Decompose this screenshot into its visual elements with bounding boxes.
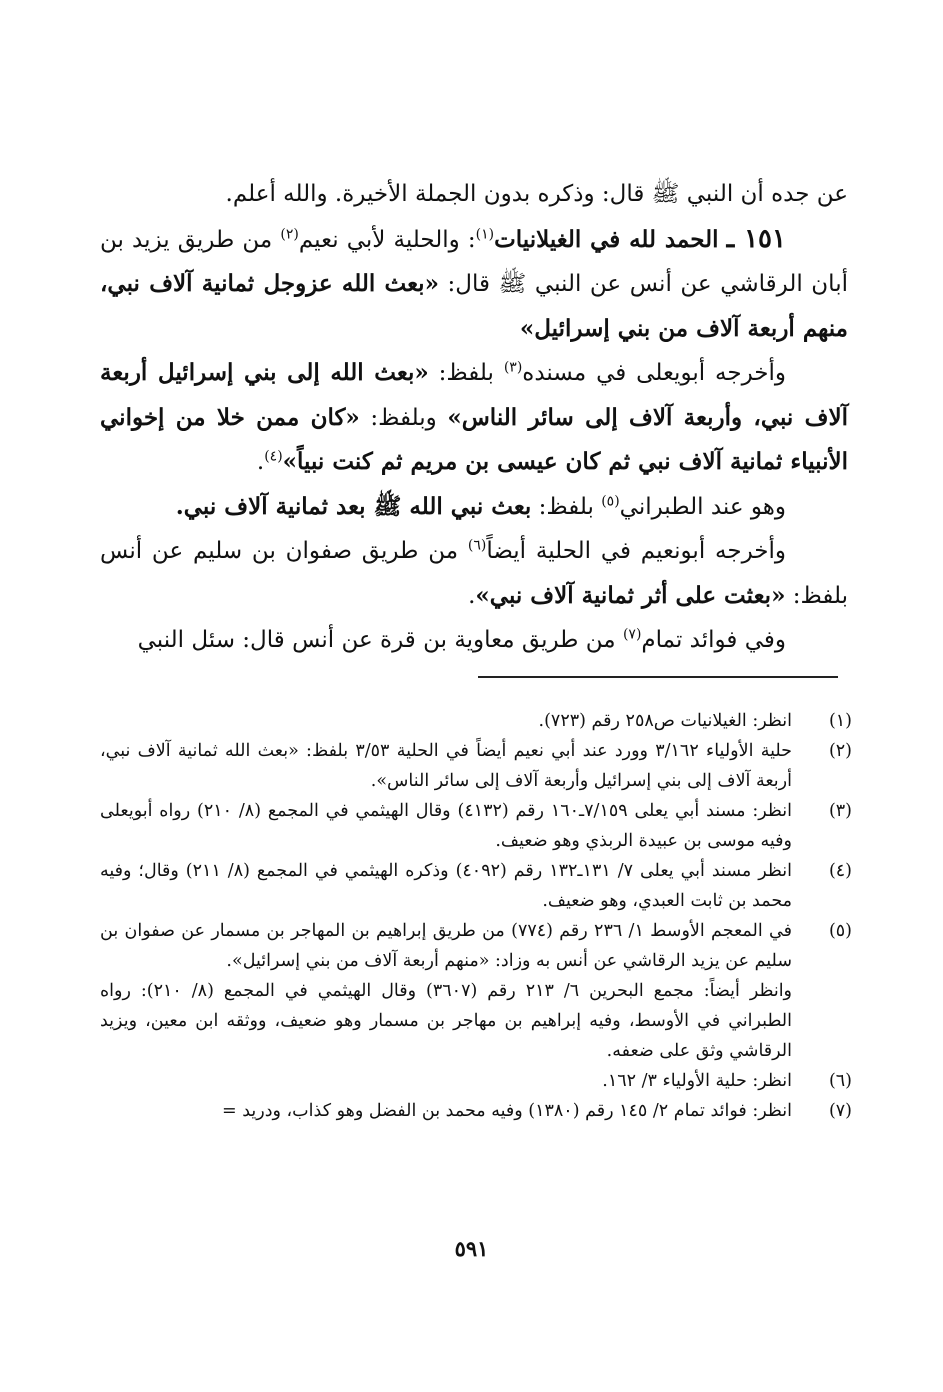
footnote-ref-1[interactable]: (١) [475,225,495,242]
footnote-ref-7[interactable]: (٧) [622,626,642,643]
footnote-7 [100,1096,852,1126]
hadith-number: ١٥١ ـ [726,223,786,254]
footnotes [100,706,852,1126]
footnote-number: (٢) [828,741,852,761]
paragraph-abu-yala-text-3: وبلفظ: [359,404,448,431]
hadith-quote-5: «بعثت على أثر ثمانية آلاف نبي» [475,581,786,609]
footnote-separator [478,676,838,678]
footnote-text: انظر مسند أبي يعلى ٧/ ١٣١ـ١٣٢ رقم (٤٠٩٢) وذكره الهيثمي في المجمع (٨/ ٢١١) وقال؛ وفيه محمد بن ثابت العبدي، وهو ضعيف. [100,861,792,911]
paragraph-abu-nuaym [100,529,848,618]
footnote-ref-3[interactable]: (٣) [503,359,523,376]
paragraph-abu-nuaym-text-2: من طريق صفوان بن سليم عن أنس بلفظ: [100,538,848,609]
footnote-text: انظر: فوائد تمام ٢/ ١٤٥ رقم (١٣٨٠) وفيه محمد بن الفضل وهو كذاب، ودريد = [221,1101,792,1121]
paragraph-tabarani-text-1: وهو عند الطبراني [619,493,786,520]
paragraph-151 [100,217,848,352]
page-number: ٥٩١ [454,1236,489,1261]
footnote-text-continued: وانظر أيضاً: مجمع البحرين ٦/ ٢١٣ رقم (٣٦٠٧) وقال الهيثمي في المجمع (٨/ ٢١٠): رواه الطبراني في الأوسط، وفيه إبراهيم بن مهاجر بن مسمار وهو ضعيف، ووثقه ابن معين، ويزيد الرقاشي وثق على ضعفه. [100,981,793,1061]
footnote-4 [100,856,852,916]
paragraph-tammam-text-1: وفي فوائد تمام [641,627,786,653]
hadith-quote-4: بعث نبي الله ﷺ بعد ثمانية آلاف نبي. [175,492,532,520]
footnote-text: انظر: الغيلانيات ص٢٥٨ رقم (٧٢٣). [538,711,792,731]
footnote-number: (٥) [828,921,852,941]
paragraph-tabarani [100,485,848,530]
footnote-ref-5[interactable]: (٥) [601,492,620,509]
footnote-ref-6[interactable]: (٦) [467,537,487,554]
footnote-2 [100,736,852,796]
paragraph-tammam [100,618,848,663]
paragraph-1 [100,172,848,217]
footnote-ref-4[interactable]: (٤) [264,448,283,465]
paragraph-tabarani-text-2: بلفظ: [531,493,602,520]
footnote-number: (٣) [828,801,852,821]
paragraph-151-text-2: من طريق يزيد بن أبان الرقاشي عن أنس عن النبي ﷺ قال: [100,226,848,297]
paragraph-151-text-1: : والحلية لأبي نعيم [298,226,476,253]
footnote-text: حلية الأولياء ٣/١٦٢ وورد عند أبي نعيم أيضاً في الحلية ٣/٥٣ بلفظ: «بعث الله ثمانية آلاف نبي، أربعة آلاف إلى بني إسرائيل وأربعة آلاف إلى سائر الناس». [100,741,792,791]
footnote-text: في المعجم الأوسط ١/ ٢٣٦ رقم (٧٧٤) من طريق إبراهيم بن المهاجر بن مسمار عن صفوان بن سليم عن يزيد الرقاشي عن أنس به وزاد: «منهم أربعة آلاف من بني إسرائيل». [100,921,792,971]
paragraph-abu-nuaym-text-3: . [468,582,476,609]
paragraph-1-text: عن جده أن النبي ﷺ قال: وذكره بدون الجملة الأخيرة. والله أعلم. [225,181,848,207]
footnote-ref-2[interactable]: (٢) [280,225,299,242]
paragraph-tammam-text-2: من طريق معاوية بن قرة عن أنس قال: سئل النبي [137,627,623,653]
footnote-text: انظر: مسند أبي يعلى ٧/١٥٩ـ١٦٠ رقم (٤١٣٢) وقال الهيثمي في المجمع (٨/ ٢١٠) رواه أبويعلى وفيه موسى بن عبيدة الربذي وهو ضعيف. [100,801,793,851]
paragraph-abu-nuaym-text-1: وأخرجه أبونعيم في الحلية أيضاً [486,538,786,564]
footnote-number: (٧) [828,1101,852,1121]
hadith-quote-3: «كان ممن خلا من إخواني الأنبياء ثمانية آلاف نبي ثم كان عيسى بن مريم ثم كنت نبياً» [100,403,848,475]
footnote-number: (٤) [828,861,852,881]
paragraph-abu-yala [100,351,848,485]
footnote-number: (٦) [828,1071,852,1091]
footnote-number: (١) [828,711,852,731]
hadith-quote-1: «بعث الله عزوجل ثمانية آلاف نبي، منهم أربعة آلاف من بني إسرائيل» [100,270,848,342]
hadith-quote-2: «بعث الله إلى بني إسرائيل أربعة آلاف نبي، وأربعة آلاف إلى سائر الناس» [100,359,848,431]
paragraph-abu-yala-text-4: . [256,449,265,475]
footnote-text: انظر: حلية الأولياء ٣/ ١٦٢. [602,1071,792,1091]
footnote-1 [100,706,852,736]
paragraph-abu-yala-text-2: بلفظ: [428,360,504,386]
footnote-6 [100,1066,852,1096]
footnote-3 [100,796,852,856]
paragraph-abu-yala-text-1: وأخرجه أبويعلى في مسنده [522,360,786,386]
hadith-title: الحمد لله في الغيلانيات [494,225,719,253]
main-text [100,172,848,663]
footnote-5 [100,916,852,1066]
